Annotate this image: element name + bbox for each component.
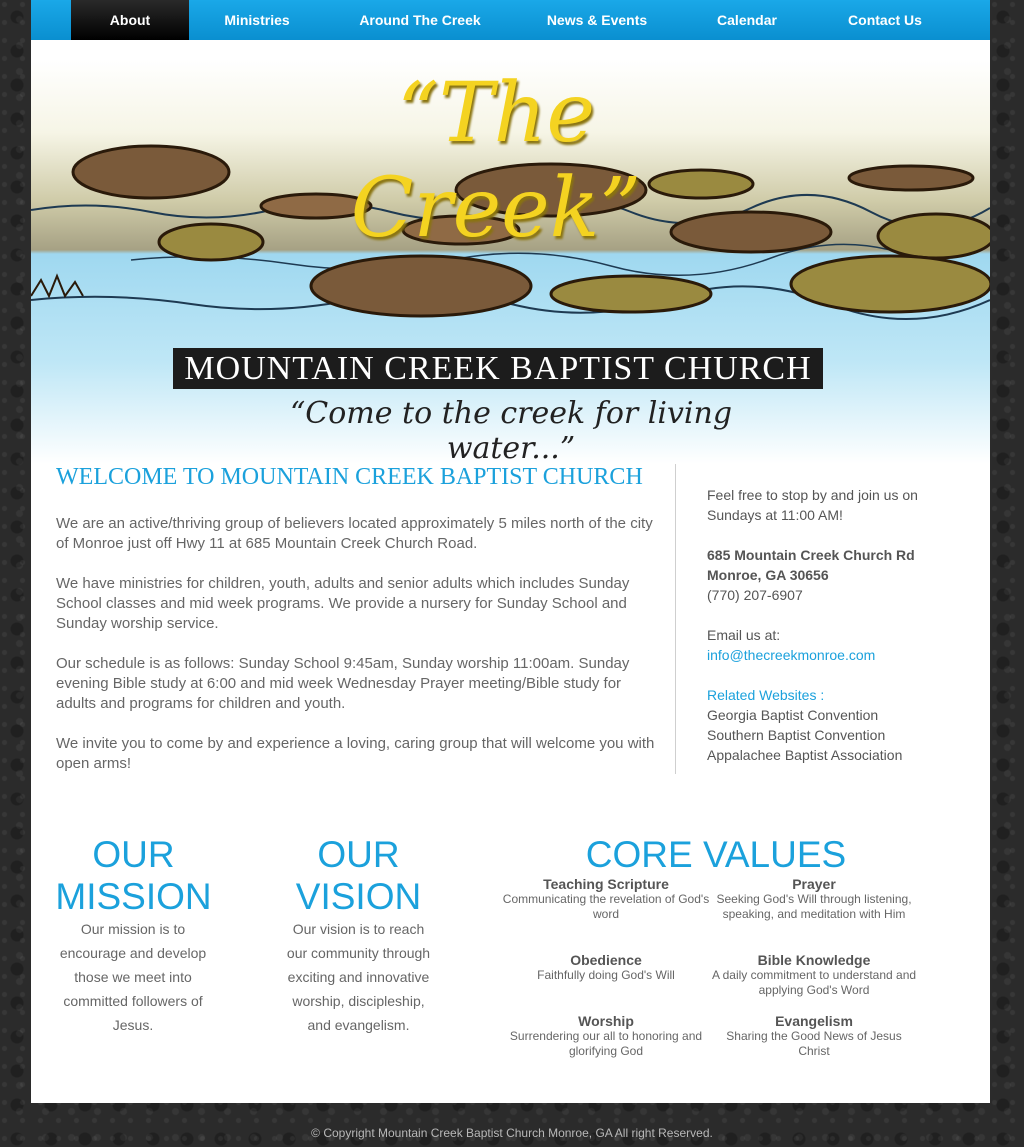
core-value-heading: Evangelism xyxy=(775,1013,853,1029)
vision-heading-line-2: VISION xyxy=(295,876,422,917)
vision-heading xyxy=(271,834,446,918)
related-websites xyxy=(707,685,957,765)
header-banner xyxy=(31,60,990,464)
phone-number: (770) 207-6907 xyxy=(707,587,803,603)
address-line-2: Monroe, GA 30656 xyxy=(707,567,829,583)
core-value-heading: Worship xyxy=(578,1013,634,1029)
welcome-paragraph: We are an active/thriving group of believers located approximately 5 miles north of the city of Monroe just off Hwy 11 at 685 Mountain Creek Church Road. xyxy=(56,515,653,552)
core-value-item xyxy=(501,1013,711,1059)
nav-item-news-events[interactable]: News & Events xyxy=(546,12,648,28)
nav-item-calendar[interactable]: Calendar xyxy=(717,12,777,28)
core-value-item xyxy=(501,952,711,983)
mission-text: Our mission is to encourage and develop those we meet into committed followers of Jesus. xyxy=(59,921,207,1033)
address-line-1: 685 Mountain Creek Church Rd xyxy=(707,547,915,563)
contact-sidebar xyxy=(707,485,957,785)
welcome-paragraph: Our schedule is as follows: Sunday School 9:45am, Sunday worship 11:00am. Sunday evening Bible study at 6:00 and mid week Wednesday Prayer meeting/Bible study for adults and programs for children and youth. xyxy=(56,655,630,712)
core-value-desc: Seeking God's Will through listening, speaking, and meditation with Him xyxy=(716,892,912,921)
nav-item-about[interactable]: About xyxy=(71,0,189,40)
core-value-desc: Communicating the revelation of God's word xyxy=(502,892,710,921)
banner-tagline: “Come to the creek for living water...” xyxy=(289,396,733,464)
church-name-banner: MOUNTAIN CREEK BAPTIST CHURCH xyxy=(173,348,823,389)
core-value-item xyxy=(709,1013,919,1059)
service-times: Feel free to stop by and join us on Sundays at 11:00 AM! xyxy=(707,487,918,523)
core-value-desc: Faithfully doing God's Will xyxy=(537,968,675,982)
core-value-item xyxy=(709,876,919,922)
nav-item-ministries[interactable]: Ministries xyxy=(224,12,290,28)
nav-item-contact-us[interactable]: Contact Us xyxy=(848,12,922,28)
vertical-divider xyxy=(675,464,676,774)
core-value-item xyxy=(709,952,919,998)
core-value-item xyxy=(501,876,711,922)
mission-heading xyxy=(41,834,226,918)
mission-heading-line-2: MISSION xyxy=(55,876,212,917)
welcome-body xyxy=(56,514,656,794)
address-block xyxy=(707,545,957,605)
mission-heading-line-1: OUR xyxy=(92,834,175,875)
core-value-heading: Prayer xyxy=(792,876,836,892)
vision-heading-line-1: OUR xyxy=(317,834,400,875)
core-value-desc: Surrendering our all to honoring and glorifying God xyxy=(509,1029,703,1058)
related-link-appalachee-baptist[interactable]: Appalachee Baptist Association xyxy=(707,747,903,763)
main-nav xyxy=(31,0,990,40)
banner-title: “The Creek” xyxy=(350,66,642,256)
email-label: Email us at: xyxy=(707,627,781,643)
core-value-desc: A daily commitment to understand and applying God's Word xyxy=(711,968,917,997)
nav-item-around-the-creek[interactable]: Around The Creek xyxy=(359,12,481,28)
welcome-heading: WELCOME TO MOUNTAIN CREEK BAPTIST CHURCH xyxy=(56,464,643,490)
related-websites-label: Related Websites : xyxy=(707,687,825,703)
page-container xyxy=(31,0,990,1103)
related-link-southern-baptist[interactable]: Southern Baptist Convention xyxy=(707,727,886,743)
email-block xyxy=(707,625,957,665)
vision-text: Our vision is to reach our community through exciting and innovative worship, discipleship, and evangelism. xyxy=(286,921,431,1033)
email-link[interactable]: info@thecreekmonroe.com xyxy=(707,647,876,663)
core-value-heading: Teaching Scripture xyxy=(543,876,669,892)
footer-copyright: © Copyright Mountain Creek Baptist Church Monroe, GA All right Reserved. xyxy=(311,1126,713,1140)
core-value-heading: Obedience xyxy=(570,952,642,968)
core-value-desc: Sharing the Good News of Jesus Christ xyxy=(726,1029,902,1058)
welcome-paragraph: We have ministries for children, youth, adults and senior adults which includes Sunday School classes and mid week programs. We provide a nursery for Sunday School and Sunday worship service. xyxy=(56,575,630,632)
core-values-heading: CORE VALUES xyxy=(585,834,847,875)
related-link-georgia-baptist[interactable]: Georgia Baptist Convention xyxy=(707,707,879,723)
core-value-heading: Bible Knowledge xyxy=(757,952,871,968)
welcome-paragraph: We invite you to come by and experience a loving, caring group that will welcome you with open arms! xyxy=(56,735,655,772)
